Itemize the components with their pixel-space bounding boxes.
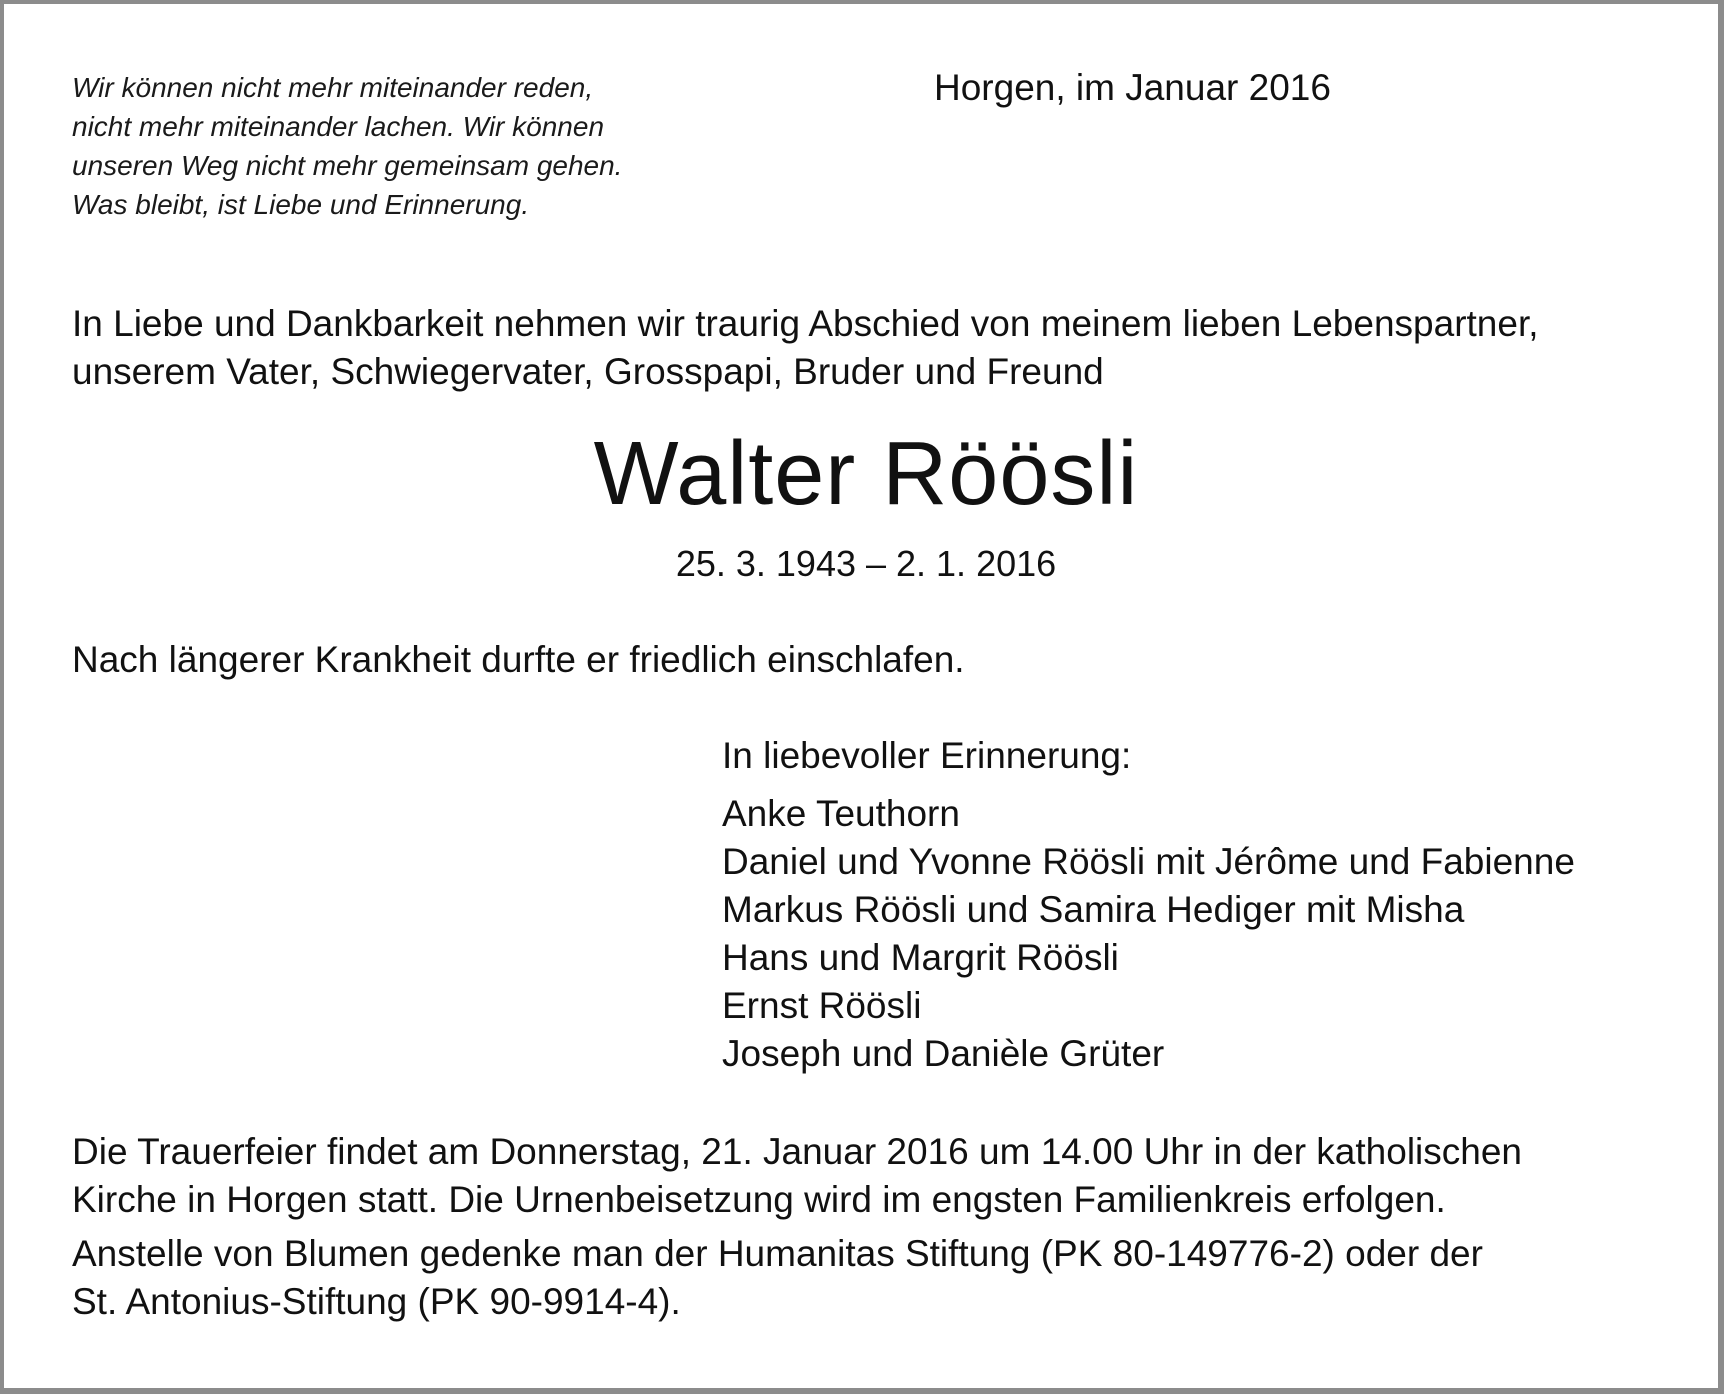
donation-paragraph [72,1230,1662,1326]
place-and-date: Horgen, im Januar 2016 [934,67,1331,108]
deceased-name: Walter Röösli [593,424,1139,524]
mourner-entry: Anke Teuthorn [722,793,960,834]
mourner-entry: Ernst Röösli [722,985,922,1026]
mourner-entry: Daniel und Yvonne Röösli mit Jérôme und Fabienne [722,841,1575,882]
memorial-poem [72,68,752,224]
mourner-entry: Markus Röösli und Samira Hediger mit Misha [722,889,1465,930]
poem-line: nicht mehr miteinander lachen. Wir können [72,111,605,142]
donation-line: Anstelle von Blumen gedenke man der Humanitas Stiftung (PK 80-149776-2) oder der [72,1233,1483,1274]
funeral-paragraph [72,1128,1662,1224]
farewell-intro [72,300,1662,396]
intro-line: unserem Vater, Schwiegervater, Grosspapi, Bruder und Freund [72,351,1104,392]
poem-line: Wir können nicht mehr miteinander reden, [72,72,594,103]
life-dates: 25. 3. 1943 – 2. 1. 2016 [675,543,1057,584]
funeral-line: Die Trauerfeier findet am Donnerstag, 21. Januar 2016 um 14.00 Uhr in der katholischen [72,1131,1522,1172]
mourners-heading: In liebevoller Erinnerung: [722,735,1132,776]
donation-line: St. Antonius-Stiftung (PK 90-9914-4). [72,1281,681,1322]
funeral-line: Kirche in Horgen statt. Die Urnenbeisetzung wird im engsten Familienkreis erfolgen. [72,1179,1446,1220]
service-information [72,1128,1662,1326]
intro-line: In Liebe und Dankbarkeit nehmen wir traurig Abschied von meinem lieben Lebenspartner, [72,303,1539,344]
passing-note: Nach längerer Krankheit durfte er friedlich einschlafen. [72,639,965,680]
mourner-entry: Joseph und Danièle Grüter [722,1033,1165,1074]
poem-line: Was bleibt, ist Liebe und Erinnerung. [72,189,530,220]
mourner-entry: Hans und Margrit Röösli [722,937,1119,978]
mourners-list [722,790,1575,1078]
poem-line: unseren Weg nicht mehr gemeinsam gehen. [72,150,623,181]
mourners-block [722,734,1575,1078]
